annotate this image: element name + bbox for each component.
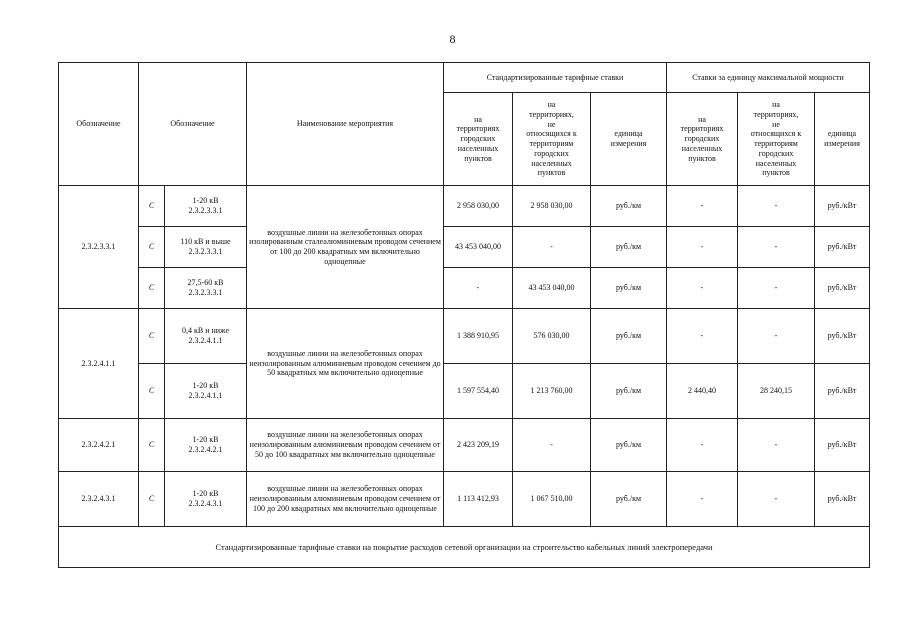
table-row — [59, 472, 870, 527]
voltage-level-cell: 110 кВ и выше 2.3.2.3.3.1 — [165, 227, 247, 268]
table-row — [59, 227, 870, 268]
header-designation: Обозначение — [139, 63, 247, 186]
voltage-level-cell: 27,5-60 кВ 2.3.2.3.3.1 — [165, 268, 247, 309]
power-urban: - — [667, 186, 738, 227]
rate-nonurban: 1 213 760,00 — [513, 364, 591, 419]
header-measure-name: Наименование мероприятия — [247, 63, 444, 186]
measure-name: воздушные линии на железобетонных опорах неизолированным алюминиевым проводом сечением от 100 до 200 квадратных мм включительно одноцепные — [247, 472, 444, 527]
measure-name: воздушные линии на железобетонных опорах изолированным сталеалюминиевым проводом сечением от 100 до 200 квадратных мм включительно одноцепные — [247, 186, 444, 309]
table-row — [59, 186, 870, 227]
group-code: 2.3.2.4.3.1 — [59, 472, 139, 527]
symbol-cell: С — [139, 309, 165, 364]
voltage-level-cell: 1-20 кВ 2.3.2.4.3.1 — [165, 472, 247, 527]
rate-nonurban: 43 453 040,00 — [513, 268, 591, 309]
rate-urban: 2 423 209,19 — [444, 419, 513, 472]
header-urban: на территориях городских населенных пунктов — [444, 93, 513, 186]
header-power-rates: Ставки за единицу максимальной мощности — [667, 63, 870, 93]
power-nonurban: - — [738, 472, 815, 527]
tariff-table — [58, 62, 870, 568]
rate-unit: руб./км — [591, 309, 667, 364]
rate-urban: 1 388 910,95 — [444, 309, 513, 364]
symbol-cell: С — [139, 268, 165, 309]
header-power-urban: на территориях городских населенных пунктов — [667, 93, 738, 186]
power-urban: - — [667, 268, 738, 309]
section-footer: Стандартизированные тарифные ставки на покрытие расходов сетевой организации на строительство кабельных линий электропередачи — [59, 527, 870, 568]
table-row — [59, 419, 870, 472]
header-nonurban: на территориях, не относящихся к территориям городских населенных пунктов — [513, 93, 591, 186]
power-nonurban: 28 240,15 — [738, 364, 815, 419]
rate-urban: 2 958 030,00 — [444, 186, 513, 227]
voltage-level-cell: 1-20 кВ 2.3.2.4.1.1 — [165, 364, 247, 419]
header-standard-rates: Стандартизированные тарифные ставки — [444, 63, 667, 93]
power-urban: 2 440,40 — [667, 364, 738, 419]
rate-urban: 43 453 040,00 — [444, 227, 513, 268]
power-nonurban: - — [738, 268, 815, 309]
rate-urban: - — [444, 268, 513, 309]
rate-unit: руб./км — [591, 227, 667, 268]
header-power-unit: единица измерения — [815, 93, 870, 186]
rate-unit: руб./км — [591, 268, 667, 309]
page-number: 8 — [449, 32, 456, 46]
voltage-level-cell: 1-20 кВ 2.3.2.4.2.1 — [165, 419, 247, 472]
table-row — [59, 268, 870, 309]
rate-unit: руб./км — [591, 186, 667, 227]
symbol-cell: С — [139, 227, 165, 268]
symbol-cell: С — [139, 472, 165, 527]
measure-name: воздушные линии на железобетонных опорах неизолированным алюминиевым проводом сечением до 50 квадратных мм включительно одноцепные — [247, 309, 444, 419]
rate-urban: 1 597 554,40 — [444, 364, 513, 419]
power-urban: - — [667, 419, 738, 472]
header-unit: единица измерения — [591, 93, 667, 186]
rate-unit: руб./км — [591, 364, 667, 419]
power-nonurban: - — [738, 419, 815, 472]
table-row — [59, 364, 870, 419]
power-unit: руб./кВт — [815, 309, 870, 364]
rate-unit: руб./км — [591, 419, 667, 472]
header-code: Обозначение — [59, 63, 139, 186]
measure-name: воздушные линии на железобетонных опорах неизолированным алюминиевым проводом сечением от 50 до 100 квадратных мм включительно одноцепные — [247, 419, 444, 472]
table-row — [59, 309, 870, 364]
power-unit: руб./кВт — [815, 227, 870, 268]
power-unit: руб./кВт — [815, 419, 870, 472]
power-urban: - — [667, 309, 738, 364]
header-row-1 — [59, 63, 870, 93]
header-power-nonurban: на территориях, не относящихся к территориям городских населенных пунктов — [738, 93, 815, 186]
rate-unit: руб./км — [591, 472, 667, 527]
power-unit: руб./кВт — [815, 472, 870, 527]
rate-nonurban: - — [513, 419, 591, 472]
power-urban: - — [667, 472, 738, 527]
rate-urban: 1 113 412,93 — [444, 472, 513, 527]
rate-nonurban: 2 958 030,00 — [513, 186, 591, 227]
group-code: 2.3.2.4.1.1 — [59, 309, 139, 419]
power-unit: руб./кВт — [815, 268, 870, 309]
power-nonurban: - — [738, 309, 815, 364]
group-code: 2.3.2.4.2.1 — [59, 419, 139, 472]
power-nonurban: - — [738, 186, 815, 227]
power-nonurban: - — [738, 227, 815, 268]
section-footer-row — [59, 527, 870, 568]
symbol-cell: С — [139, 186, 165, 227]
voltage-level-cell: 1-20 кВ 2.3.2.3.3.1 — [165, 186, 247, 227]
symbol-cell: С — [139, 419, 165, 472]
rate-nonurban: - — [513, 227, 591, 268]
rate-nonurban: 576 030,00 — [513, 309, 591, 364]
power-urban: - — [667, 227, 738, 268]
rate-nonurban: 1 067 510,00 — [513, 472, 591, 527]
power-unit: руб./кВт — [815, 186, 870, 227]
voltage-level-cell: 0,4 кВ и ниже 2.3.2.4.1.1 — [165, 309, 247, 364]
group-code: 2.3.2.3.3.1 — [59, 186, 139, 309]
symbol-cell: С — [139, 364, 165, 419]
power-unit: руб./кВт — [815, 364, 870, 419]
